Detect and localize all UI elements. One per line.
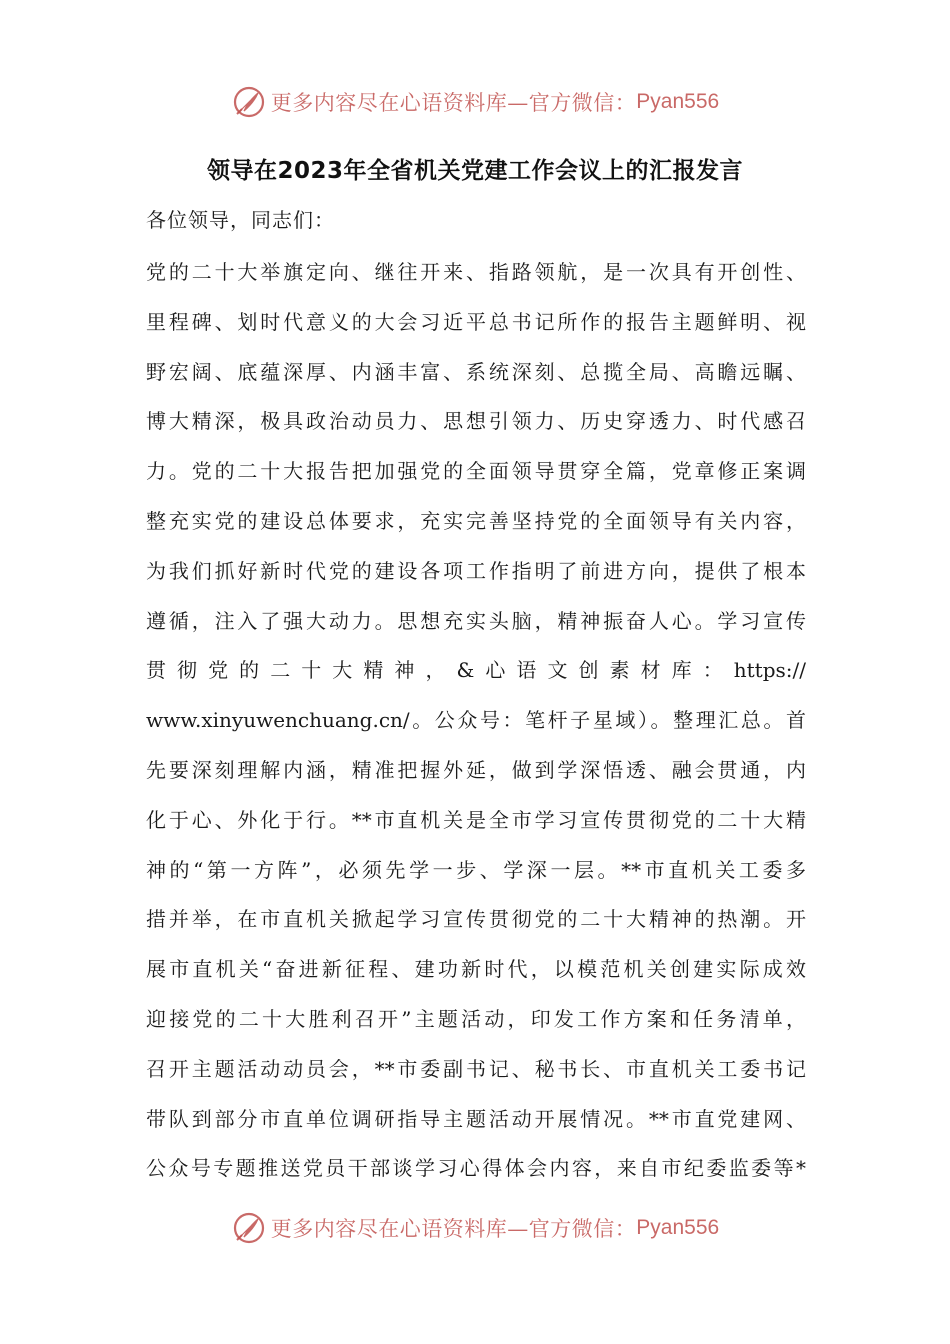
quill-logo-icon <box>231 84 267 120</box>
body-line: 召开主题活动动员会，**市委副书记、秘书长、市直机关工委书记 <box>146 1056 806 1081</box>
banner-wechat-id: Pyan556 <box>636 90 720 113</box>
body-line: 为我们抓好新时代党的建设各项工作指明了前进方向，提供了根本 <box>146 558 806 583</box>
body-line: 展市直机关“奋进新征程、建功新时代，以模范机关创建实际成效 <box>146 957 806 982</box>
body-line: 措并举，在市直机关掀起学习宣传贯彻党的二十大精神的热潮。开 <box>146 907 806 932</box>
body-line: 化于心、外化于行。**市直机关是全市学习宣传贯彻党的二十大精 <box>146 807 806 832</box>
banner-text: 更多内容尽在心语资料库—官方微信： <box>270 1217 637 1241</box>
body-line: 野宏阔、底蕴深厚、内涵丰富、系统深刻、总揽全局、高瞻远瞩、 <box>146 359 806 384</box>
body-line: 整充实党的建设总体要求，充实完善坚持党的全面领导有关内容， <box>146 508 806 533</box>
salutation: 各位领导，同志们： <box>146 208 335 232</box>
body-text <box>146 253 806 1199</box>
banner-text: 更多内容尽在心语资料库—官方微信： <box>270 91 637 115</box>
body-line: www.xinyuwenchuang.cn/。公众号：笔杆子星域）。整理汇总。首 <box>146 708 806 733</box>
body-line: 遵循，注入了强大动力。思想充实头脑，精神振奋人心。学习宣传 <box>146 608 806 633</box>
document-title: 领导在2023年全省机关党建工作会议上的汇报发言 <box>206 158 743 184</box>
footer-banner <box>0 1208 950 1248</box>
body-line: 贯彻党的二十大精神，&心语文创素材库：https:// <box>146 658 806 683</box>
body-line: 先要深刻理解内涵，精准把握外延，做到学深悟透、融会贯通，内 <box>146 757 806 782</box>
body-line: 博大精深，极具政治动员力、思想引领力、历史穿透力、时代感召 <box>146 409 806 434</box>
body-line: 带队到部分市直单位调研指导主题活动开展情况。**市直党建网、 <box>146 1106 806 1131</box>
banner-wechat-id: Pyan556 <box>636 1216 720 1239</box>
body-line: 力。党的二十大报告把加强党的全面领导贯穿全篇，党章修正案调 <box>146 459 806 484</box>
body-line: 迎接党的二十大胜利召开”主题活动，印发工作方案和任务清单， <box>146 1006 806 1031</box>
header-banner <box>0 82 950 122</box>
quill-logo-icon <box>231 1210 267 1246</box>
body-line: 神的“第一方阵”，必须先学一步、学深一层。**市直机关工委多 <box>146 857 806 882</box>
body-line: 里程碑、划时代意义的大会习近平总书记所作的报告主题鲜明、视 <box>146 309 806 334</box>
body-line: 公众号专题推送党员干部谈学习心得体会内容，来自市纪委监委等* <box>146 1156 806 1181</box>
body-line: 党的二十大举旗定向、继往开来、指路领航，是一次具有开创性、 <box>146 260 806 284</box>
